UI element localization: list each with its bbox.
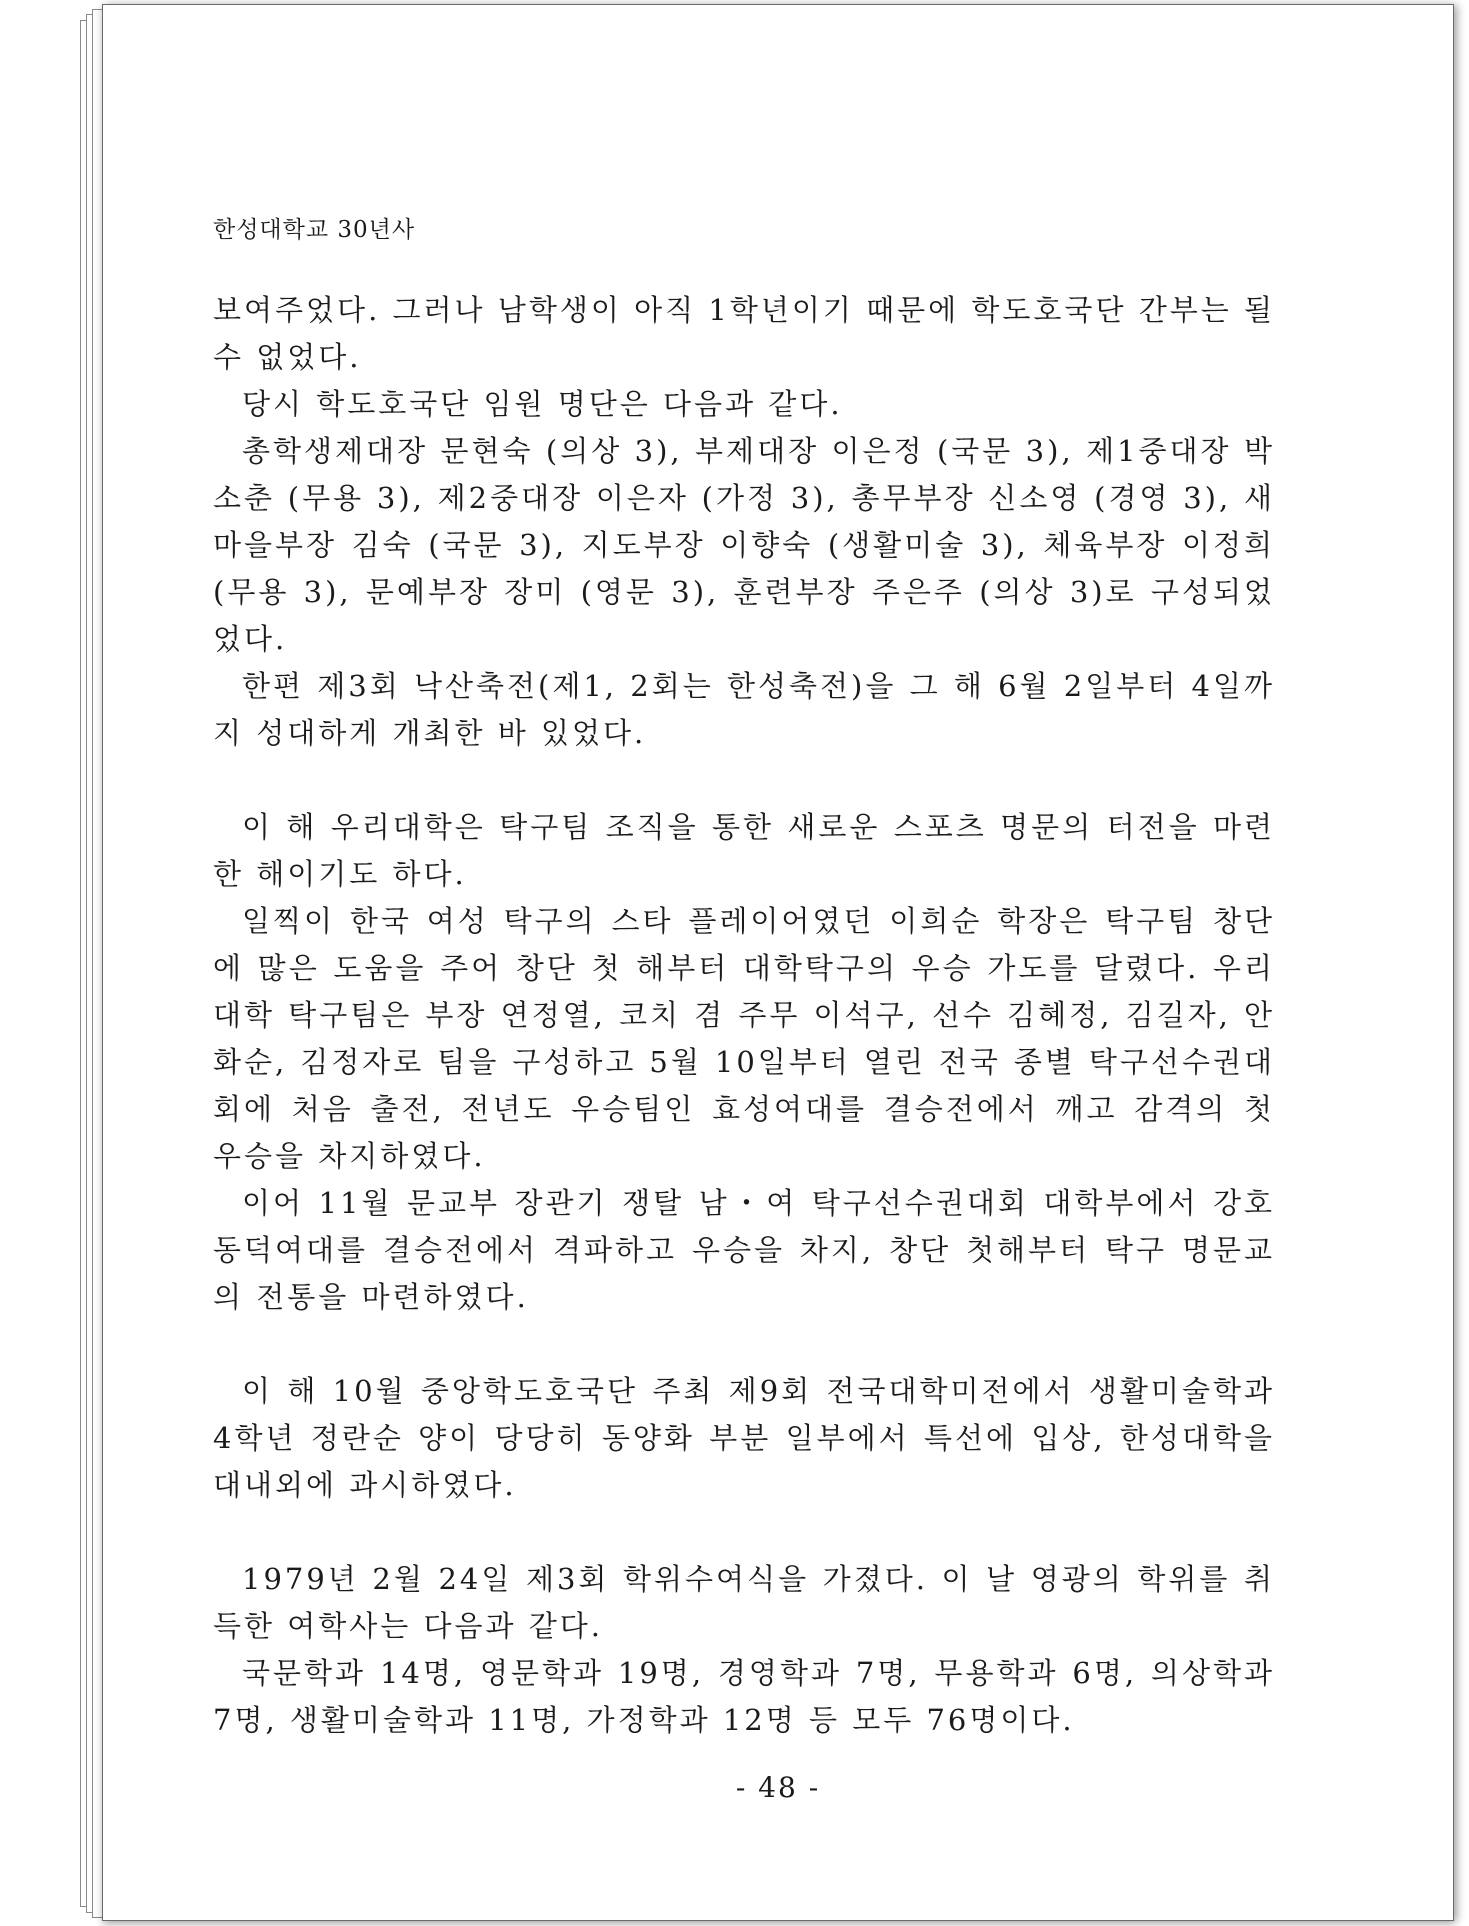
paragraph: 이 해 10월 중앙학도호국단 주최 제9회 전국대학미전에서 생활미술학과 4학년 정란순 양이 당당히 동양화 부분 일부에서 특선에 입상, 한성대학을 대내외에 과시하였다. bbox=[213, 1374, 1275, 1502]
book-page bbox=[102, 4, 1454, 1921]
paragraph: 보여주었다. 그러나 남학생이 아직 1학년이기 때문에 학도호국단 간부는 될 수 없었다. bbox=[213, 293, 1275, 374]
running-head: 한성대학교 30년사 bbox=[213, 217, 416, 243]
paragraph: 총학생제대장 문현숙 (의상 3), 부제대장 이은정 (국문 3), 제1중대장 박소춘 (무용 3), 제2중대장 이은자 (가정 3), 총무부장 신소영 (경영 3), 새마을부장 김숙 (국문 3), 지도부장 이향숙 (생활미술 3), 체육부장 이정희 (무용 3), 문예부장 장미 (영문 3), 훈련부장 주은주 (의상 3)로 구성되었었다. bbox=[213, 434, 1275, 656]
paragraph: 이 해 우리대학은 탁구팀 조직을 통한 새로운 스포츠 명문의 터전을 마련한 해이기도 하다. bbox=[213, 810, 1275, 891]
paragraph: 한편 제3회 낙산축전(제1, 2회는 한성축전)을 그 해 6월 2일부터 4일까지 성대하게 개최한 바 있었다. bbox=[213, 669, 1275, 750]
paragraph: 일찍이 한국 여성 탁구의 스타 플레이어였던 이희순 학장은 탁구팀 창단에 많은 도움을 주어 창단 첫 해부터 대학탁구의 우승 가도를 달렸다. 우리대학 탁구팀은 부장 연정열, 코치 겸 주무 이석구, 선수 김혜정, 김길자, 안화순, 김정자로 팀을 구성하고 5월 10일부터 열린 전국 종별 탁구선수권대회에 처음 출전, 전년도 우승팀인 효성여대를 결승전에서 깨고 감격의 첫 우승을 차지하였다. bbox=[213, 904, 1275, 1173]
paragraph: 당시 학도호국단 임원 명단은 다음과 같다. bbox=[242, 387, 843, 421]
page-number: - 48 - bbox=[735, 1771, 821, 1804]
body-text bbox=[213, 287, 1275, 1744]
paragraph: 국문학과 14명, 영문학과 19명, 경영학과 7명, 무용학과 6명, 의상학과 7명, 생활미술학과 11명, 가정학과 12명 등 모두 76명이다. bbox=[213, 1656, 1275, 1737]
paragraph: 1979년 2월 24일 제3회 학위수여식을 가졌다. 이 날 영광의 학위를 취득한 여학사는 다음과 같다. bbox=[213, 1562, 1275, 1643]
paragraph: 이어 11월 문교부 장관기 쟁탈 남・여 탁구선수권대회 대학부에서 강호 동덕여대를 결승전에서 격파하고 우승을 차지, 창단 첫해부터 탁구 명문교의 전통을 마련하였다. bbox=[213, 1186, 1275, 1314]
